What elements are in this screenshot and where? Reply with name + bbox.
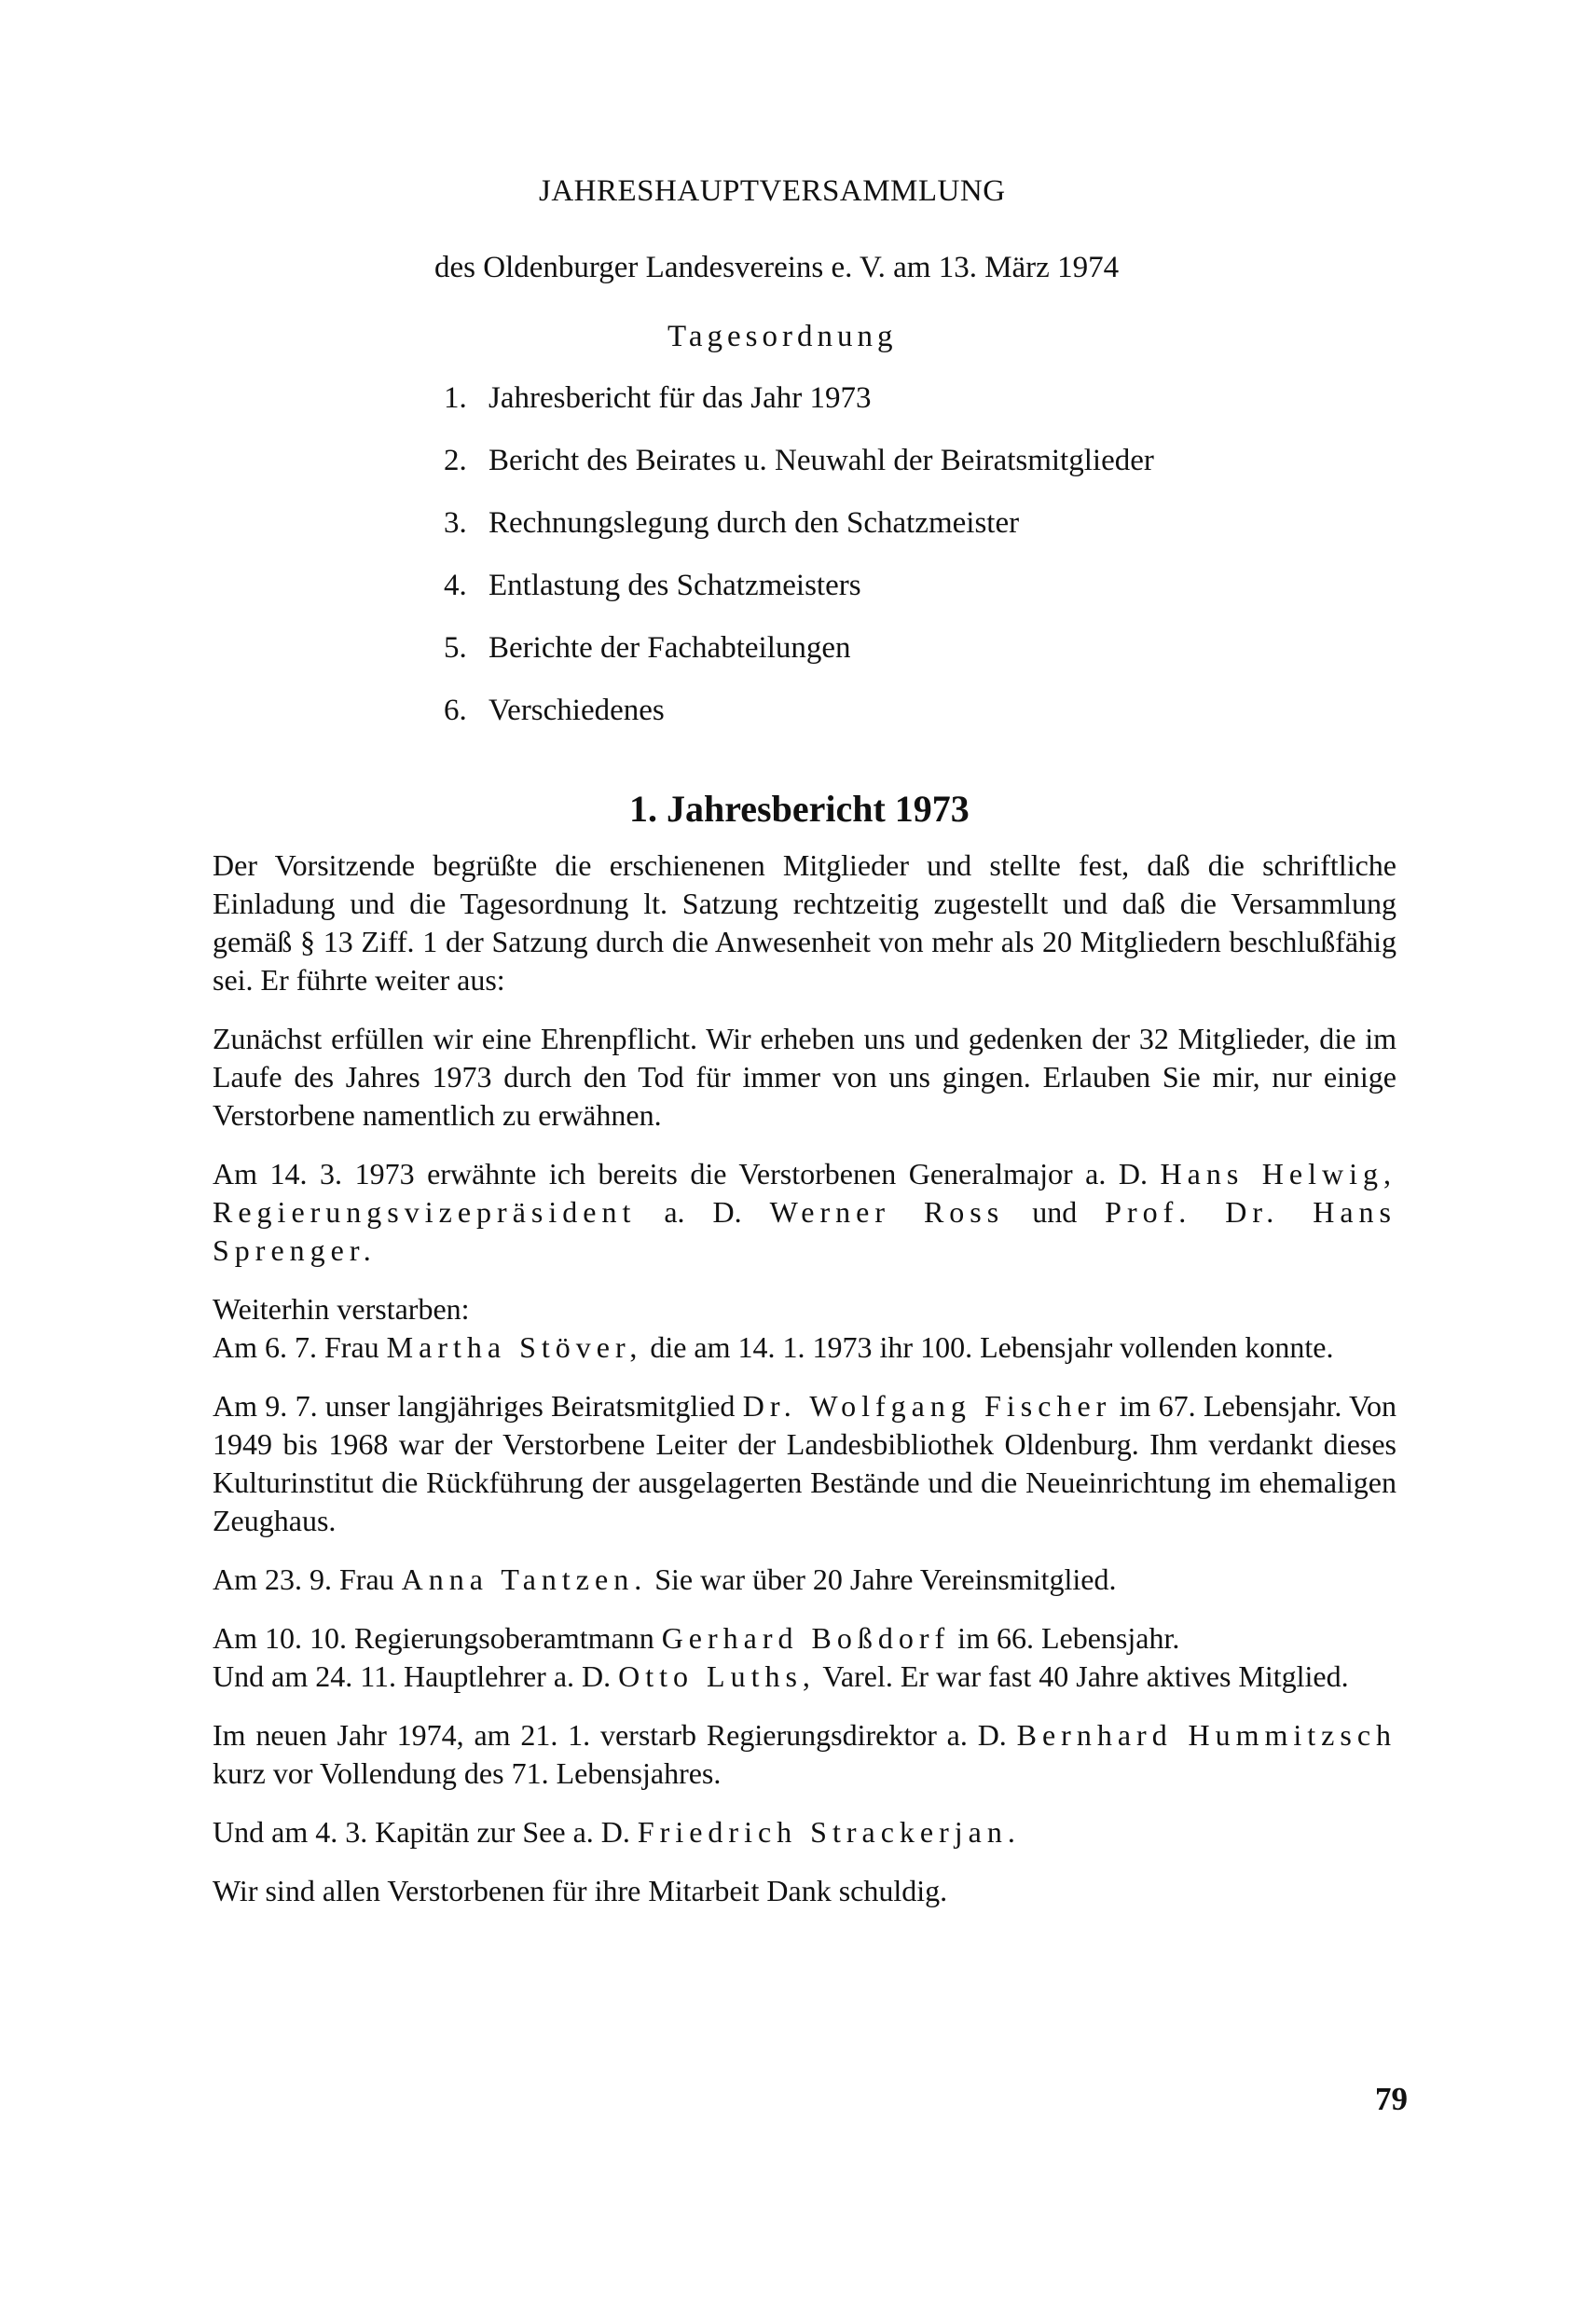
agenda-item-number: 5. bbox=[444, 631, 467, 665]
person-name: Dr. Wolfgang Fischer bbox=[742, 1389, 1112, 1423]
agenda-item-text: Bericht des Beirates u. Neuwahl der Beiratsmitglieder bbox=[488, 444, 1154, 477]
paragraph-text: Und am 24. 11. Hauptlehrer a. D. bbox=[213, 1659, 612, 1693]
paragraph-text: Am 10. 10. Regierungsoberamtmann bbox=[213, 1621, 654, 1655]
paragraph-text: die am 14. 1. 1973 ihr 100. Lebensjahr vollenden konnte. bbox=[650, 1330, 1334, 1364]
page-title: JAHRESHAUPTVERSAMMLUNG bbox=[539, 174, 1006, 208]
paragraph-deceased-previous bbox=[213, 1155, 1396, 1270]
person-name: Martha Stöver, bbox=[386, 1330, 643, 1364]
person-title: Regierungsvizepräsident bbox=[213, 1195, 637, 1229]
paragraph-opening: Der Vorsitzende begrüßte die erschienenen Mitglieder und stellte fest, daß die schriftliche Einladung und die Tagesordnung lt. Satzung rechtzeitig zugestellt und daß die Versammlung gemäß § 13 Ziff. 1 der Satzung durch die Anwesenheit von mehr als 20 Mitgliedern beschlußfähig sei. Er führte weiter aus: bbox=[213, 848, 1396, 997]
paragraph-text: Weiterhin verstarben: bbox=[213, 1292, 470, 1326]
agenda-item-text: Verschiedenes bbox=[488, 694, 665, 727]
person-name: Prof. Dr. Hans Sprenger. bbox=[213, 1195, 1397, 1267]
person-name: Hans Helwig, bbox=[1160, 1157, 1397, 1190]
paragraph-text: und bbox=[1032, 1195, 1078, 1229]
paragraph-text: a. D. bbox=[664, 1195, 742, 1229]
agenda-item-number: 1. bbox=[444, 381, 467, 415]
paragraph-memorial: Zunächst erfüllen wir eine Ehrenpflicht. Wir erheben uns und gedenken der 32 Mitglieder, die im Laufe des Jahres 1973 durch den Tod für immer von uns gingen. Erlauben Sie mir, nur einige Verstorbene namentlich zu erwähnen. bbox=[213, 1022, 1396, 1132]
paragraph-text: kurz vor Vollendung des 71. Lebensjahres. bbox=[213, 1756, 722, 1790]
paragraph-text: Am 23. 9. Frau bbox=[213, 1562, 394, 1596]
person-name: Otto Luths, bbox=[618, 1659, 816, 1693]
paragraph-stoever bbox=[213, 1290, 1396, 1367]
agenda-item-number: 3. bbox=[444, 506, 467, 540]
paragraph-closing: Wir sind allen Verstorbenen für ihre Mitarbeit Dank schuldig. bbox=[213, 1874, 948, 1907]
agenda-item-text: Jahresbericht für das Jahr 1973 bbox=[488, 381, 872, 415]
section-heading: 1. Jahresbericht 1973 bbox=[629, 788, 970, 830]
page-number: 79 bbox=[1375, 2081, 1408, 2117]
agenda-item-text: Berichte der Fachabteilungen bbox=[488, 631, 851, 665]
person-name: Bernhard Hummitzsch bbox=[1016, 1718, 1397, 1752]
paragraph-text: Am 9. 7. unser langjähriges Beiratsmitglied bbox=[213, 1389, 736, 1423]
paragraph-text: Am 14. 3. 1973 erwähnte ich bereits die Verstorbenen Generalmajor a. D. bbox=[213, 1157, 1148, 1190]
agenda-item bbox=[444, 500, 1283, 562]
agenda-item-number: 6. bbox=[444, 694, 467, 727]
agenda-item bbox=[444, 562, 1283, 625]
paragraph-strackerjan bbox=[213, 1813, 1396, 1851]
person-name: Werner Ross bbox=[769, 1195, 1005, 1229]
paragraph-hummitzsch bbox=[213, 1716, 1396, 1793]
agenda-item bbox=[444, 625, 1283, 687]
agenda-item-text: Rechnungslegung durch den Schatzmeister bbox=[488, 506, 1020, 540]
agenda-item bbox=[444, 375, 1283, 437]
person-name: Anna Tantzen. bbox=[401, 1562, 648, 1596]
agenda-item bbox=[444, 687, 1283, 750]
paragraph-tantzen bbox=[213, 1561, 1396, 1599]
agenda-heading: Tagesordnung bbox=[667, 320, 898, 353]
person-name: Friedrich Strackerjan. bbox=[637, 1815, 1021, 1849]
paragraph-text: Am 6. 7. Frau bbox=[213, 1330, 379, 1364]
paragraph-text: im 67. Lebensjahr. Von 1949 bis 1968 war der Verstorbene Leiter der Landesbibliothek Oldenburg. Ihm verdankt dieses Kulturinstitut die Rückführung der ausgelagerten Bestände und die Neueinrichtung im ehemaligen Zeughaus. bbox=[213, 1389, 1397, 1537]
paragraph-text: Im neuen Jahr 1974, am 21. 1. verstarb Regierungsdirektor a. D. bbox=[213, 1718, 1007, 1752]
agenda-item-number: 2. bbox=[444, 444, 467, 477]
agenda-item bbox=[444, 437, 1283, 500]
paragraph-text: Sie war über 20 Jahre Vereinsmitglied. bbox=[654, 1562, 1117, 1596]
agenda-item-number: 4. bbox=[444, 569, 467, 602]
person-name: Gerhard Boßdorf bbox=[661, 1621, 951, 1655]
agenda-item-text: Entlastung des Schatzmeisters bbox=[488, 569, 861, 602]
report-body bbox=[213, 846, 1396, 1931]
paragraph-text: Varel. Er war fast 40 Jahre aktives Mitglied. bbox=[822, 1659, 1349, 1693]
paragraph-fischer bbox=[213, 1387, 1396, 1540]
paragraph-bossdorf-luths bbox=[213, 1619, 1396, 1696]
paragraph-text: Und am 4. 3. Kapitän zur See a. D. bbox=[213, 1815, 630, 1849]
page-subtitle: des Oldenburger Landesvereins e. V. am 13. März 1974 bbox=[434, 251, 1120, 284]
paragraph-text: im 66. Lebensjahr. bbox=[957, 1621, 1180, 1655]
agenda-list bbox=[444, 375, 1283, 750]
